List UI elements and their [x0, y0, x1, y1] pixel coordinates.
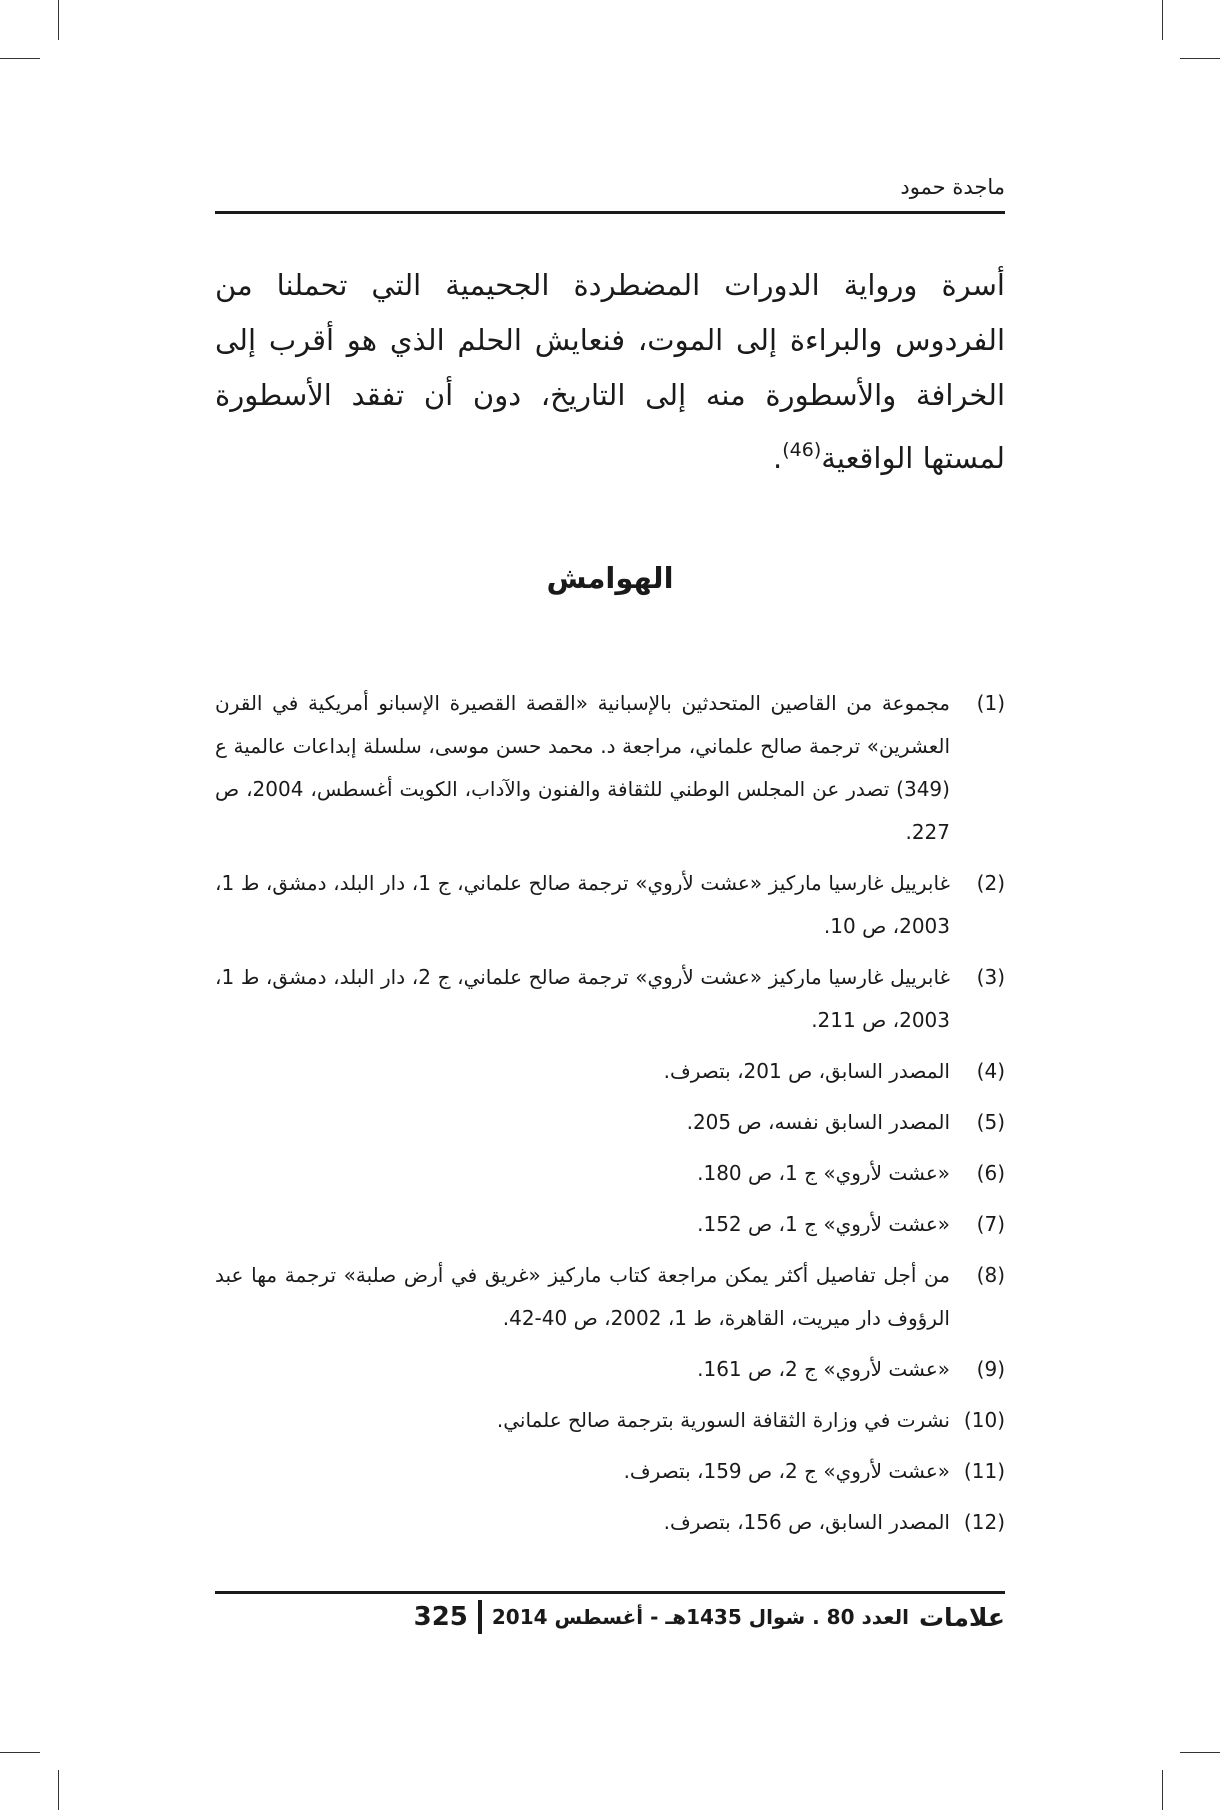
footer-rule	[215, 1591, 1005, 1594]
footnote-item	[215, 1399, 1005, 1442]
notes-list	[215, 682, 1005, 1552]
footnote-number: (4)	[976, 1059, 1005, 1083]
footnote-item	[215, 956, 1005, 1042]
footnote-text: «عشت لأروي» ج 2، ص 159، بتصرف.	[623, 1459, 950, 1483]
footnote-text: المصدر السابق، ص 156، بتصرف.	[663, 1510, 950, 1534]
footnote-text: المصدر السابق نفسه، ص 205.	[686, 1110, 950, 1134]
crop-mark	[58, 1770, 59, 1810]
footnote-number: (8)	[976, 1263, 1005, 1287]
crop-mark	[58, 0, 59, 40]
crop-mark	[0, 1752, 40, 1753]
footnote-reference: (46)	[782, 439, 822, 461]
footnote-item	[215, 1203, 1005, 1246]
author-name: ماجدة حمود	[900, 175, 1005, 199]
paragraph-text: أسرة ورواية الدورات المضطردة الجحيمية التي تحملنا من الفردوس والبراءة إلى الموت، فنعايش الحلم الذي هو أقرب إلى الخرافة والأسطورة منه إلى التاريخ، دون أن تفقد الأسطورة لمستها الواقعية	[215, 268, 1005, 475]
footnote-text: غابرييل غارسيا ماركيز «عشت لأروي» ترجمة صالح علماني، ج 1، دار البلد، دمشق، ط 1، 2003، ص 10.	[215, 871, 950, 938]
footnote-text: مجموعة من القاصين المتحدثين بالإسبانية «القصة القصيرة الإسبانو أمريكية في القرن العشرين» ترجمة صالح علماني، مراجعة د. محمد حسن موسى، سلسلة إبداعات عالمية ع (349) تصدر عن المجلس الوطني للثقافة والفنون والآداب، الكويت أغسطس، 2004، ص 227.	[215, 691, 950, 844]
page-footer	[215, 1597, 1005, 1637]
issue-info: العدد 80 . شوال 1435هـ - أغسطس 2014	[491, 1605, 909, 1629]
footnote-text: المصدر السابق، ص 201، بتصرف.	[663, 1059, 950, 1083]
footnote-text: غابرييل غارسيا ماركيز «عشت لأروي» ترجمة صالح علماني، ج 2، دار البلد، دمشق، ط 1، 2003، ص 211.	[215, 965, 950, 1032]
footnote-item	[215, 1348, 1005, 1391]
footnote-number: (3)	[976, 965, 1005, 989]
footnote-number: (1)	[976, 691, 1005, 715]
header-rule	[215, 211, 1005, 214]
page-number: 325	[413, 1602, 468, 1632]
footer-separator	[478, 1600, 482, 1634]
footnote-item	[215, 1254, 1005, 1340]
footnote-text: «عشت لأروي» ج 1، ص 152.	[697, 1212, 950, 1236]
footnote-item	[215, 1450, 1005, 1493]
footnote-item	[215, 1101, 1005, 1144]
footnote-number: (7)	[976, 1212, 1005, 1236]
footnote-item	[215, 1501, 1005, 1544]
footnote-text: من أجل تفاصيل أكثر يمكن مراجعة كتاب ماركيز «غريق في أرض صلبة» ترجمة مها عبد الرؤوف دار ميريت، القاهرة، ط 1، 2002، ص 40-42.	[215, 1263, 950, 1330]
footnote-number: (12)	[963, 1510, 1005, 1534]
crop-mark	[1180, 1752, 1220, 1753]
end-mark: .	[773, 441, 783, 475]
footnote-number: (2)	[976, 871, 1005, 895]
body-paragraph	[215, 258, 1005, 486]
footnote-item	[215, 1152, 1005, 1195]
footnote-text: «عشت لأروي» ج 1، ص 180.	[697, 1161, 950, 1185]
footnote-number: (11)	[963, 1459, 1005, 1483]
notes-heading: الهوامش	[546, 561, 674, 595]
footnote-item	[215, 1050, 1005, 1093]
crop-mark	[1180, 58, 1220, 59]
crop-mark	[1162, 0, 1163, 40]
footnote-number: (6)	[976, 1161, 1005, 1185]
footnote-number: (5)	[976, 1110, 1005, 1134]
crop-mark	[1162, 1770, 1163, 1810]
footnote-number: (10)	[963, 1408, 1005, 1432]
footnote-item	[215, 682, 1005, 854]
footnote-number: (9)	[976, 1357, 1005, 1381]
journal-name: علامات	[918, 1602, 1005, 1632]
footnote-item	[215, 862, 1005, 948]
footnote-text: نشرت في وزارة الثقافة السورية بترجمة صالح علماني.	[496, 1408, 950, 1432]
running-header	[215, 172, 1005, 202]
crop-mark	[0, 58, 40, 59]
footnote-text: «عشت لأروي» ج 2، ص 161.	[697, 1357, 950, 1381]
